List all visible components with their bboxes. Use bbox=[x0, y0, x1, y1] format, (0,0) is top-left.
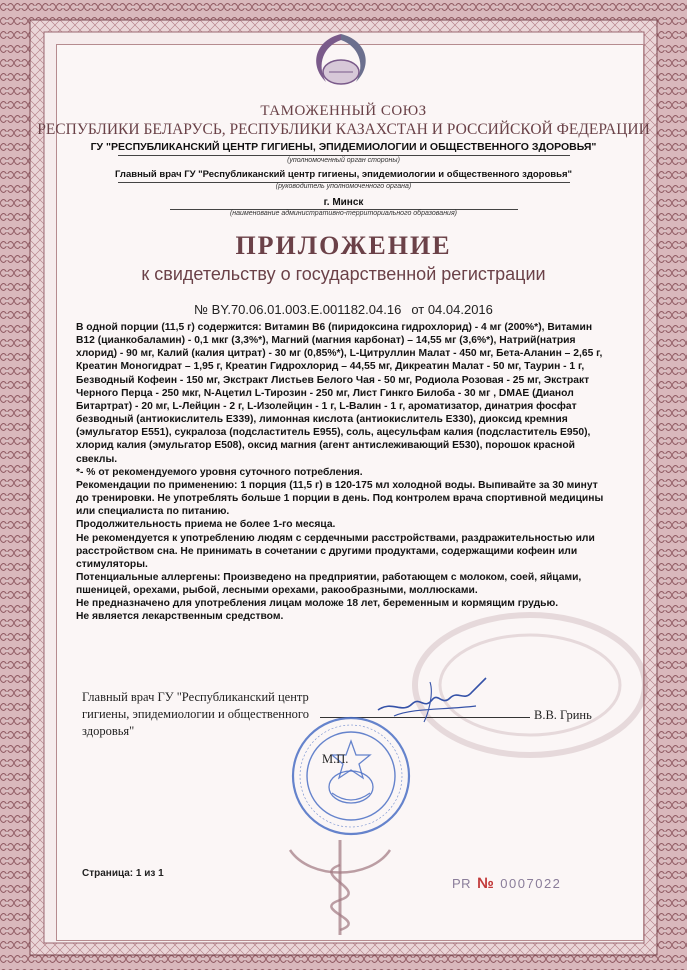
signatory-position: Главный врач ГУ "Республиканский центр гигиены, эпидемиологии и общественного здоровья" bbox=[82, 690, 309, 738]
handwritten-signature bbox=[372, 670, 492, 726]
city-caption: (наименование административно-территориального образования) bbox=[229, 210, 458, 217]
chief-caption: (руководитель уполномоченного органа) bbox=[275, 183, 412, 190]
divider bbox=[118, 155, 570, 156]
document-body bbox=[76, 321, 604, 624]
contraindications-paragraph: Не рекомендуется к употреблению людям с сердечными расстройствами, раздражительностью или расстройством сна. Не принимать в сочетании с другими продуктами, содержащими кофеин или стимуляторы. bbox=[76, 532, 595, 570]
city-name: г. Минск bbox=[323, 197, 364, 208]
signatory-name: В.В. Гринь bbox=[534, 708, 592, 722]
serial-no-mark: № bbox=[477, 875, 495, 892]
seal-label: М.П. bbox=[322, 752, 349, 766]
allergens-paragraph: Потенциальные аллергены: Произведено на предприятии, работающем с молоком, соей, яйцами, пшеницей, орехами, рыбой, лесными орехами, ракообразными, моллюсками. bbox=[76, 571, 582, 597]
document-subtitle: к свидетельству о государственной регистрации bbox=[141, 264, 546, 284]
serial-number bbox=[452, 875, 561, 892]
registration-date: от 04.04.2016 bbox=[411, 302, 493, 317]
usage-paragraph: Рекомендации по применению: 1 порция (11,5 г) в 120-175 мл холодной воды. Выпивайте за 30 минут до тренировки. Не употреблять больше 1 порции в день. Под контролем врача спортивной медицины или специалиста по питанию. bbox=[76, 479, 604, 518]
serial-digits: 0007022 bbox=[500, 876, 562, 891]
organization-caption: (уполномоченный орган стороны) bbox=[287, 157, 400, 164]
document-title: ПРИЛОЖЕНИЕ bbox=[235, 231, 452, 260]
registration-number: № BY.70.06.01.003.E.001182.04.16 bbox=[194, 302, 402, 317]
page-counter: Страница: 1 из 1 bbox=[82, 868, 164, 879]
chief-name: Главный врач ГУ "Республиканский центр гигиены, эпидемиологии и общественного здоровья" bbox=[115, 169, 572, 180]
official-seal-icon bbox=[290, 715, 412, 837]
restriction-paragraph: Не предназначено для употребления лицам моложе 18 лет, беременным и кормящим грудью. bbox=[76, 598, 559, 610]
registration-line bbox=[0, 302, 687, 317]
serial-prefix: PR bbox=[452, 876, 472, 891]
not-medicine-paragraph: Не является лекарственным средством. bbox=[76, 611, 284, 623]
footnote-paragraph: *- % от рекомендуемого уровня суточного потребления. bbox=[76, 466, 363, 478]
duration-paragraph: Продолжительность приема не более 1-го месяца. bbox=[76, 519, 336, 531]
organization-name: ГУ "РЕСПУБЛИКАНСКИЙ ЦЕНТР ГИГИЕНЫ, ЭПИДЕМИОЛОГИИ И ОБЩЕСТВЕННОГО ЗДОРОВЬЯ" bbox=[90, 141, 597, 153]
union-title: ТАМОЖЕННЫЙ СОЮЗ bbox=[260, 103, 427, 119]
republics-title: РЕСПУБЛИКИ БЕЛАРУСЬ, РЕСПУБЛИКИ КАЗАХСТАН И РОССИЙСКОЙ ФЕДЕРАЦИИ bbox=[37, 121, 650, 138]
composition-paragraph: В одной порции (11,5 г) содержится: Витамин В6 (пиридоксина гидрохлорид) - 4 мг (200%*), Витамин В12 (цианкобаламин) - 0,1 мкг (3,3%*), Магний (магния карбонат) – 14,55 мг (3,6%*), Натрий(натрия хлорид) - 90 мг, Калий (калия цитрат) - 30 мг (0,85%*), L-Цитруллин Малат - 450 мг, Бета-Аланин – 2,65 г, Креатин Моногидрат – 1,95 г, Креатин Гидрохлорид – 44,55 мг, Дикреатин Малат - 50 мг, Таурин - 1 г, Безводный Кофеин - 150 мг, Экстракт Листьев Белого Чая - 50 мг, Родиола Розовая - 25 мг, Экстракт Черного Перца - 250 мкг, N-Ацетил L-Тирозин - 250 мг, Лист Гинкго Билоба - 30 мг , DMAE (Дианол Битартрат) - 20 мг, L-Лейцин - 2 г, L-Изолейцин - 1 г, L-Валин - 1 г, ароматизатор, динатрия фосфат безводный (антиокислитель Е339), лимонная кислота (антиокислитель Е330), диоксид кремния (эмульгатор Е551), сукралоза (подсластитель Е955), соль, ацесульфам калия (подсластитель Е950), хлорид калия (эмульгатор Е508), оксид магния (агент антислеживающий Е530), порошок красной свеклы. bbox=[76, 322, 603, 465]
customs-union-emblem-icon bbox=[296, 30, 386, 92]
caduceus-emblem-icon bbox=[280, 830, 400, 940]
